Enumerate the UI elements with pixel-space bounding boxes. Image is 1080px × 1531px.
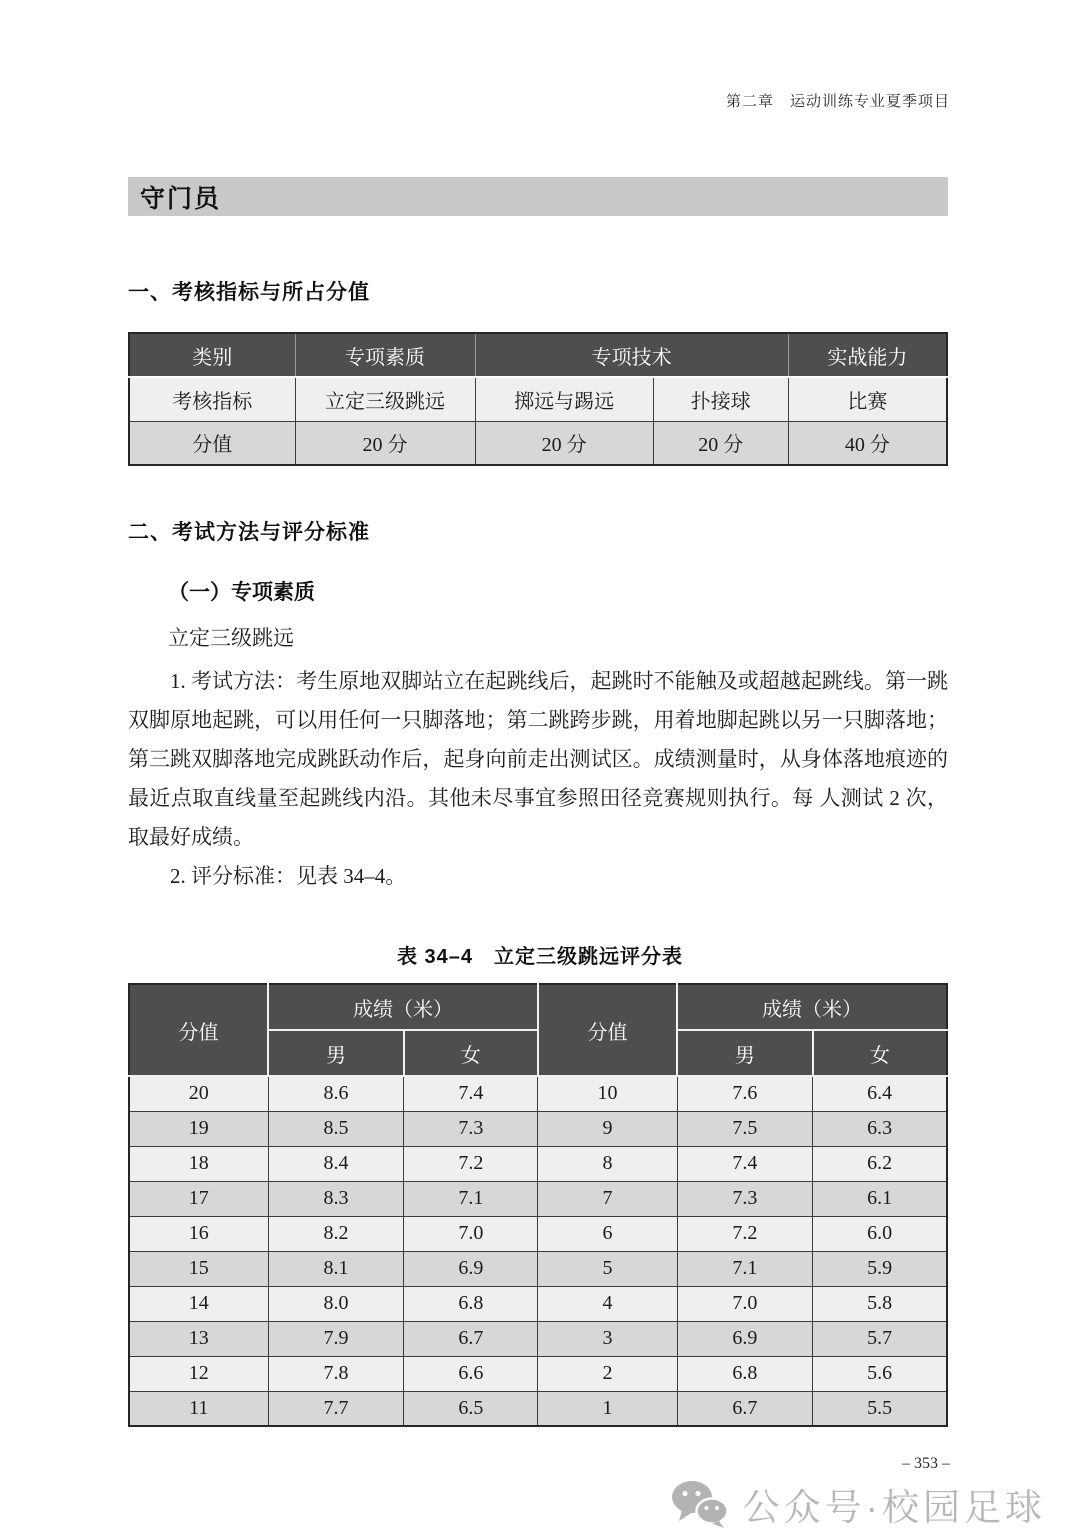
table-header-cell: 男 bbox=[677, 1030, 813, 1076]
table-cell: 7.6 bbox=[677, 1076, 813, 1111]
table-cell: 6.9 bbox=[404, 1251, 538, 1286]
table-row bbox=[129, 1111, 947, 1146]
table-header-cell: 成绩（米） bbox=[677, 984, 947, 1030]
table-header-cell: 分值 bbox=[538, 984, 677, 1076]
table-header-row bbox=[129, 984, 947, 1030]
table-cell: 7.7 bbox=[268, 1391, 404, 1426]
table-cell: 40 分 bbox=[788, 421, 947, 465]
table-cell: 7.8 bbox=[268, 1356, 404, 1391]
table-cell: 8 bbox=[538, 1146, 677, 1181]
table-cell: 6.8 bbox=[677, 1356, 813, 1391]
table-cell: 比赛 bbox=[788, 377, 947, 421]
table-cell: 7.9 bbox=[268, 1321, 404, 1356]
table-cell: 5.7 bbox=[813, 1321, 947, 1356]
table-cell: 16 bbox=[129, 1216, 268, 1251]
table-cell: 2 bbox=[538, 1356, 677, 1391]
table-cell: 6.5 bbox=[404, 1391, 538, 1426]
table-cell: 6.8 bbox=[404, 1286, 538, 1321]
table-cell: 14 bbox=[129, 1286, 268, 1321]
table-cell: 7.2 bbox=[404, 1146, 538, 1181]
table-cell: 4 bbox=[538, 1286, 677, 1321]
scoring-table-body bbox=[129, 1076, 947, 1426]
table-cell: 6 bbox=[538, 1216, 677, 1251]
table-cell: 考核指标 bbox=[129, 377, 295, 421]
table-cell: 8.1 bbox=[268, 1251, 404, 1286]
table-cell: 7.0 bbox=[677, 1286, 813, 1321]
table-header-cell: 女 bbox=[813, 1030, 947, 1076]
table-row bbox=[129, 1286, 947, 1321]
wechat-icon bbox=[671, 1480, 729, 1528]
table-row bbox=[129, 1146, 947, 1181]
table-cell: 7.0 bbox=[404, 1216, 538, 1251]
table-row bbox=[129, 1076, 947, 1111]
table-row bbox=[129, 1181, 947, 1216]
table-cell: 7.4 bbox=[404, 1076, 538, 1111]
table-header-cell: 专项技术 bbox=[475, 333, 788, 377]
section1-heading: 一、考核指标与所占分值 bbox=[128, 281, 370, 304]
watermark-text: 公众号·校园足球 bbox=[742, 1487, 1046, 1528]
table-header-cell: 分值 bbox=[129, 984, 268, 1076]
table-cell: 掷远与踢远 bbox=[475, 377, 653, 421]
table-cell: 9 bbox=[538, 1111, 677, 1146]
exam-method-paragraph: 1. 考试方法：考生原地双脚站立在起跳线后，起跳时不能触及或超越起跳线。第一跳双脚原地起跳，可以用任何一只脚落地；第二跳跨步跳，用着地脚起跳以另一只脚落地；第三跳双脚落地完成跳跃动作后，起身向前走出测试区。成绩测量时，从身体落地痕迹的最近点取直线量至起跳线内沿。其他未尽事宜参照田径竞赛规则执行。每 人测试 2 次，取最好成绩。 bbox=[128, 669, 948, 849]
table-cell: 6.2 bbox=[813, 1146, 947, 1181]
table-cell: 20 分 bbox=[653, 421, 788, 465]
table-cell: 7.4 bbox=[677, 1146, 813, 1181]
table-cell: 8.3 bbox=[268, 1181, 404, 1216]
table-cell: 5 bbox=[538, 1251, 677, 1286]
running-header: 第二章 运动训练专业夏季项目 bbox=[725, 94, 950, 110]
score-allocation-table bbox=[128, 332, 948, 466]
table-cell: 15 bbox=[129, 1251, 268, 1286]
table-header-cell: 类别 bbox=[129, 333, 295, 377]
table-cell: 5.6 bbox=[813, 1356, 947, 1391]
table-cell: 8.0 bbox=[268, 1286, 404, 1321]
table-cell: 分值 bbox=[129, 421, 295, 465]
table-cell: 11 bbox=[129, 1391, 268, 1426]
table-cell: 6.7 bbox=[404, 1321, 538, 1356]
table-cell: 13 bbox=[129, 1321, 268, 1356]
table-cell: 6.6 bbox=[404, 1356, 538, 1391]
table-cell: 立定三级跳远 bbox=[295, 377, 475, 421]
table-cell: 10 bbox=[538, 1076, 677, 1111]
table-row bbox=[129, 377, 947, 421]
subsection-heading: （一）专项素质 bbox=[168, 580, 315, 604]
table-cell: 20 分 bbox=[475, 421, 653, 465]
table-cell: 6.9 bbox=[677, 1321, 813, 1356]
table-cell: 7 bbox=[538, 1181, 677, 1216]
test-item-title: 立定三级跳远 bbox=[168, 626, 294, 650]
table-row bbox=[129, 1251, 947, 1286]
table-row bbox=[129, 1356, 947, 1391]
table-cell: 20 分 bbox=[295, 421, 475, 465]
table-cell: 5.5 bbox=[813, 1391, 947, 1426]
table-header-cell: 实战能力 bbox=[788, 333, 947, 377]
table-cell: 5.9 bbox=[813, 1251, 947, 1286]
chapter-title-bar bbox=[128, 177, 948, 216]
table-cell: 6.3 bbox=[813, 1111, 947, 1146]
table-row bbox=[129, 421, 947, 465]
table-header-cell: 男 bbox=[268, 1030, 404, 1076]
table-cell: 17 bbox=[129, 1181, 268, 1216]
watermark bbox=[0, 1477, 1046, 1531]
table-cell: 6.7 bbox=[677, 1391, 813, 1426]
table-header-cell: 女 bbox=[404, 1030, 538, 1076]
table-cell: 8.4 bbox=[268, 1146, 404, 1181]
scoring-table bbox=[128, 983, 948, 1427]
table-cell: 7.3 bbox=[404, 1111, 538, 1146]
table-cell: 12 bbox=[129, 1356, 268, 1391]
table-header-row bbox=[129, 333, 947, 377]
scoring-standard-paragraph: 2. 评分标准：见表 34–4。 bbox=[170, 864, 407, 888]
table-cell: 7.1 bbox=[677, 1251, 813, 1286]
table-cell: 6.4 bbox=[813, 1076, 947, 1111]
page-number: – 353 – bbox=[902, 1455, 950, 1472]
table-header-cell: 成绩（米） bbox=[268, 984, 538, 1030]
table-cell: 3 bbox=[538, 1321, 677, 1356]
table-row bbox=[129, 1321, 947, 1356]
table-cell: 6.0 bbox=[813, 1216, 947, 1251]
table-cell: 20 bbox=[129, 1076, 268, 1111]
chapter-title: 守门员 bbox=[140, 184, 222, 213]
table-caption: 表 34–4 立定三级跳远评分表 bbox=[396, 946, 684, 968]
table-cell: 1 bbox=[538, 1391, 677, 1426]
table-cell: 8.6 bbox=[268, 1076, 404, 1111]
table-cell: 6.1 bbox=[813, 1181, 947, 1216]
table-header-cell: 专项素质 bbox=[295, 333, 475, 377]
table-cell: 7.1 bbox=[404, 1181, 538, 1216]
table-cell: 5.8 bbox=[813, 1286, 947, 1321]
table-cell: 8.2 bbox=[268, 1216, 404, 1251]
table-row bbox=[129, 1216, 947, 1251]
table-cell: 7.5 bbox=[677, 1111, 813, 1146]
table-cell: 扑接球 bbox=[653, 377, 788, 421]
table-cell: 8.5 bbox=[268, 1111, 404, 1146]
section2-heading: 二、考试方法与评分标准 bbox=[128, 521, 370, 544]
table-cell: 7.2 bbox=[677, 1216, 813, 1251]
table-cell: 18 bbox=[129, 1146, 268, 1181]
table-cell: 7.3 bbox=[677, 1181, 813, 1216]
table-cell: 19 bbox=[129, 1111, 268, 1146]
table-row bbox=[129, 1391, 947, 1426]
